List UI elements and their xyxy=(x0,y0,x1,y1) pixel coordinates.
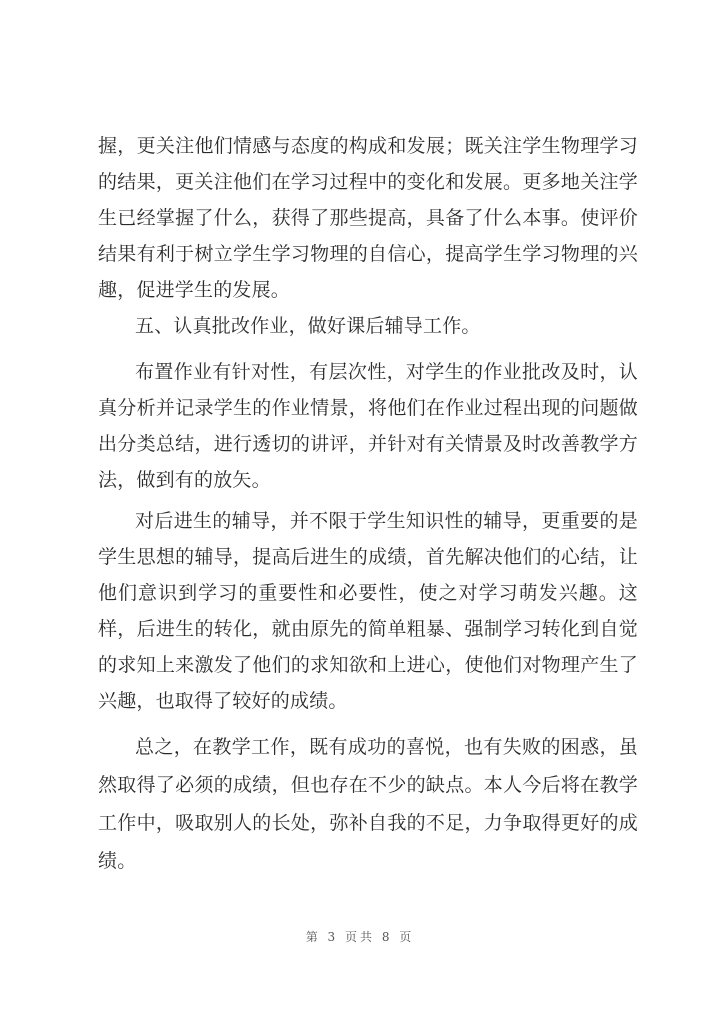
text-line: 样，后进生的转化，就由原先的简单粗暴、强制学习转化到自觉 xyxy=(98,618,638,640)
text-line: 绩。 xyxy=(98,850,137,872)
text-line: 握，更关注他们情感与态度的构成和发展；既关注学生物理学习 xyxy=(98,135,638,157)
text-line: 然取得了必须的成绩，但也存在不少的缺点。本人今后将在教学 xyxy=(98,774,638,796)
text-line: 他们意识到学习的重要性和必要性，使之对学习萌发兴趣。这 xyxy=(98,582,638,604)
section-heading: 五、认真批改作业，做好课后辅导工作。 xyxy=(135,315,481,337)
text-line: 对后进生的辅导，并不限于学生知识性的辅导，更重要的是 xyxy=(135,510,638,532)
page-number-footer: 第 3 页共 8 页 xyxy=(305,930,415,944)
text-line: 真分析并记录学生的作业情景，将他们在作业过程出现的问题做 xyxy=(98,397,638,419)
text-line: 布置作业有针对性，有层次性，对学生的作业批改及时，认 xyxy=(135,361,638,383)
text-line: 学生思想的辅导，提高后进生的成绩，首先解决他们的心结，让 xyxy=(98,546,638,568)
text-line: 兴趣，也取得了较好的成绩。 xyxy=(98,690,348,712)
text-line: 工作中，吸取别人的长处，弥补自我的不足，力争取得更好的成 xyxy=(98,812,638,834)
text-line: 的结果，更关注他们在学习过程中的变化和发展。更多地关注学 xyxy=(98,171,638,193)
text-line: 趣，促进学生的发展。 xyxy=(98,279,291,301)
text-line: 总之，在教学工作，既有成功的喜悦，也有失败的困惑，虽 xyxy=(135,736,638,758)
text-line: 生已经掌握了什么，获得了那些提高，具备了什么本事。使评价 xyxy=(98,207,638,229)
text-line: 结果有利于树立学生学习物理的自信心，提高学生学习物理的兴 xyxy=(98,243,638,265)
text-line: 出分类总结，进行透切的讲评，并针对有关情景及时改善教学方 xyxy=(98,433,638,455)
text-line: 的求知上来激发了他们的求知欲和上进心，使他们对物理产生了 xyxy=(98,654,638,676)
text-line: 法，做到有的放矢。 xyxy=(98,469,271,491)
